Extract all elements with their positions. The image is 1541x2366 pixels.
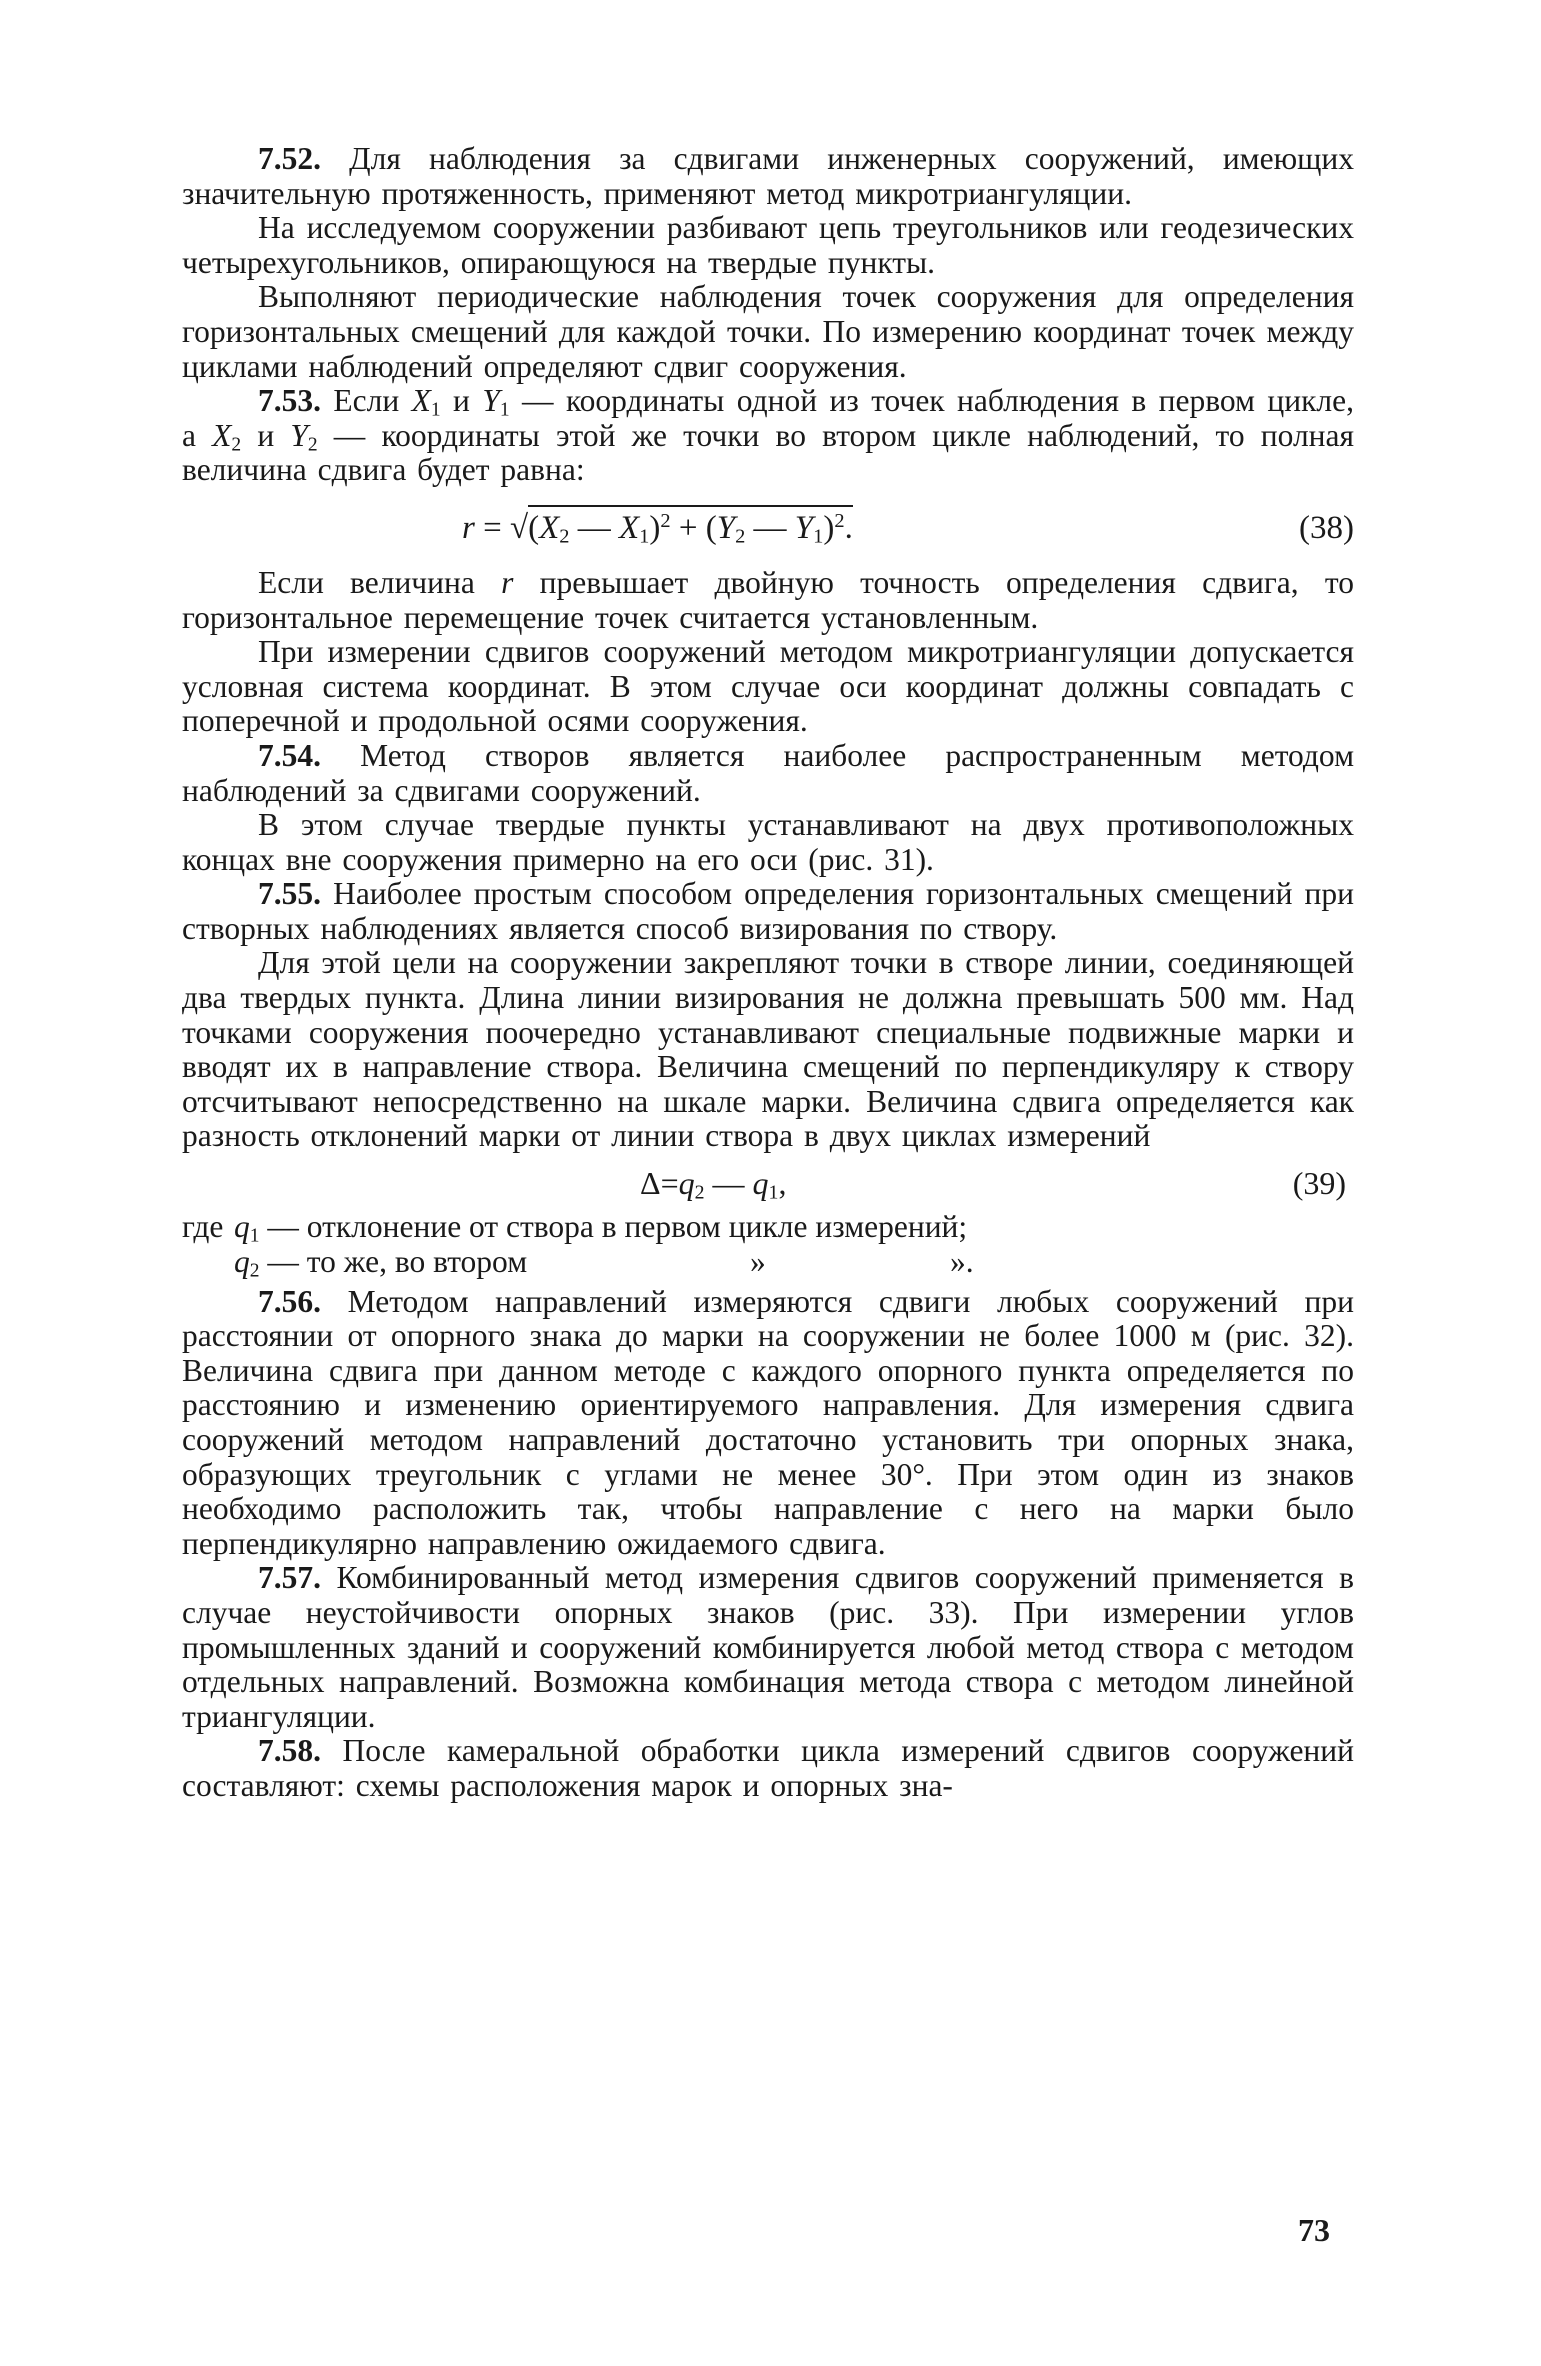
equation-number: (39) bbox=[1292, 1165, 1346, 1202]
paragraph-7-52-c: Выполняют периодические наблюдения точек сооружения для определения горизонтальных смещений для каждой точки. По измерению координат точек между циклами наблюдений определяют сдвиг сооружения. bbox=[182, 279, 1354, 384]
document-page bbox=[182, 142, 1354, 1804]
section-number: 7.55. bbox=[258, 876, 321, 912]
paragraph-7-53-b: Если величина r превышает двойную точность определения сдвига, то горизонтальное перемещение точек считается установленным. bbox=[182, 564, 1354, 635]
formula-38 bbox=[182, 500, 1354, 556]
paragraph-7-53: 7.53. Если $X_1$ и $Y_1$ — координаты одной из точек наблюдения в первом цикле, а $X_2$ и $Y_2$ — координаты этой же точки во втором цикле наблюдений, то полная величина сдвига будет равна: bbox=[182, 383, 1354, 488]
paragraph-7-54: 7.54. Метод створов является наиболее распространенным методом наблюдений за сдвигами сооружений. bbox=[182, 737, 1354, 808]
paragraph-7-56: 7.56. Методом направлений измеряются сдвиги любых сооружений при расстоянии от опорного знака до марки на сооружении не более 1000 м (рис. 32). Величина сдвига при данном методе с каждого опорного пункта определяется по расстоянию и изменению ориентируемого направления. Для измерения сдвига сооружений методом направлений достаточно установить три опорных знака, образующих треугольник с углами не менее 30°. При этом один из знаков необходимо расположить так, чтобы направление с него на марки было перпендикулярно направлению ожидаемого сдвига. bbox=[182, 1283, 1354, 1561]
paragraph-7-54-b: В этом случае твердые пункты устанавливают на двух противоположных концах вне сооружения примерно на его оси (рис. 31). bbox=[182, 807, 1354, 877]
where-label: где bbox=[182, 1209, 224, 1245]
section-number: 7.53. bbox=[258, 383, 321, 419]
where-line-2: $q_2$ — то же, во втором » ». bbox=[234, 1243, 974, 1281]
section-number: 7.56. bbox=[258, 1283, 321, 1319]
paragraph-7-52 bbox=[182, 142, 1354, 211]
paragraph-7-55: 7.55. Наиболее простым способом определения горизонтальных смещений при створных наблюдениях является способ визирования по створу. bbox=[182, 876, 1354, 946]
paragraph-7-52-b: На исследуемом сооружении разбивают цепь треугольников или геодезических четырехугольников, опирающуюся на твердые пункты. bbox=[182, 210, 1354, 280]
section-number: 7.52. bbox=[258, 141, 321, 176]
section-number: 7.54. bbox=[258, 737, 321, 773]
paragraph-7-55-b: Для этой цели на сооружении закрепляют точки в створе линии, соединяющей два твердых пункта. Длина линии визирования не должна превышать 500 мм. Над точками сооружения поочередно устанавливают специальные подвижные марки и вводят их в направление створа. Величина смещений по перпендикуляру к створу отсчитывают непосредственно на шкале марки. Величина сдвига определяется как разность отклонений марки от линии створа в двух циклах измерений bbox=[182, 945, 1354, 1154]
paragraph-7-58: 7.58. После камеральной обработки цикла измерений сдвигов сооружений составляют: схемы расположения марок и опорных зна- bbox=[182, 1733, 1354, 1803]
paragraph-7-57: 7.57. Комбинированный метод измерения сдвигов сооружений применяется в случае неустойчивости опорных знаков (рис. 33). При измерении углов промышленных зданий и сооружений комбинируется любой метод створа с методом отдельных направлений. Возможна комбинация метода створа с методом линейной триангуляции. bbox=[182, 1560, 1354, 1734]
formula-39 bbox=[182, 1160, 1354, 1206]
ditto-mark: ». bbox=[950, 1243, 974, 1279]
radical-sign: √ bbox=[509, 509, 529, 546]
paragraph-7-53-c: При измерении сдвигов сооружений методом микротриангуляции допускается условная система координат. В этом случае оси координат должны совпадать с поперечной и продольной осями сооружения. bbox=[182, 634, 1354, 739]
section-number: 7.58. bbox=[258, 1733, 321, 1769]
where-line-1: где $q_1$ — отклонение от створа в первом цикле измерений; bbox=[182, 1209, 968, 1247]
ditto-mark: » bbox=[750, 1243, 766, 1279]
paragraph-text: Для наблюдения за сдвигами инженерных сооружений, имеющих значительную протяженность, применяют метод микротриангуляции. bbox=[182, 141, 1354, 211]
formula-expression: $r = √(X_2$ — $X_1)^2 + (Y_2$ — $Y_1)^2$. bbox=[462, 500, 853, 556]
radicand: ($X_2$ — $X_1)^2 + (Y_2$ — $Y_1)^2$. bbox=[528, 505, 853, 547]
equation-number: (38) bbox=[1299, 509, 1354, 546]
formula-expression: $\Delta=q_2$ — $q_1$, bbox=[640, 1165, 787, 1204]
page-number: 73 bbox=[1298, 2212, 1330, 2248]
section-number: 7.57. bbox=[258, 1560, 321, 1596]
